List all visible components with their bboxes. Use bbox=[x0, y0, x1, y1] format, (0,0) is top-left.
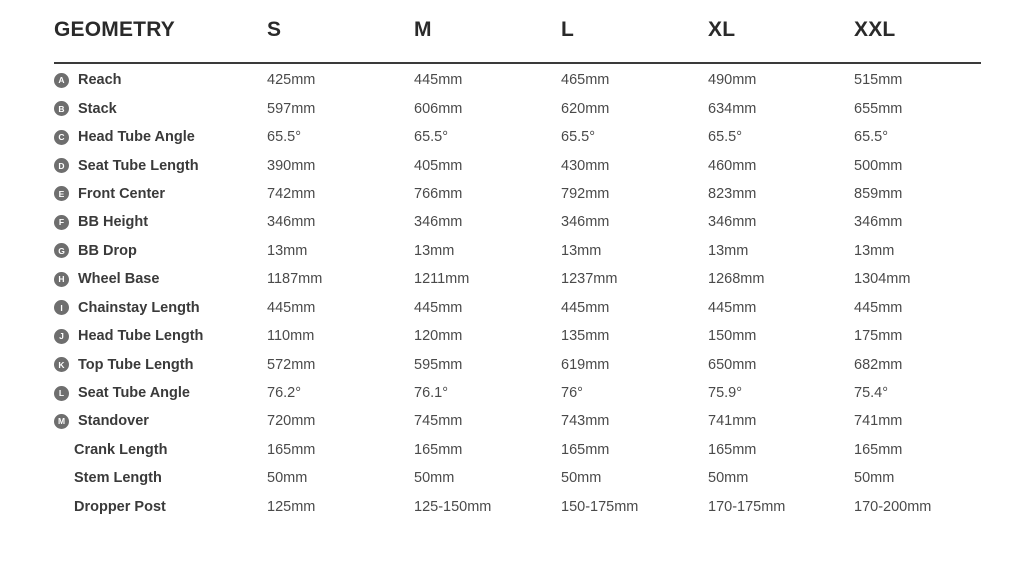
letter-badge-icon: J bbox=[54, 329, 69, 344]
row-label bbox=[54, 294, 200, 322]
value-cell: 50mm bbox=[854, 470, 895, 487]
value-cell: 620mm bbox=[561, 100, 610, 117]
table-row bbox=[54, 265, 981, 293]
value-cell: 125-150mm bbox=[414, 498, 492, 515]
row-label-text: BB Drop bbox=[78, 242, 137, 259]
value-cell: 1187mm bbox=[267, 271, 323, 288]
row-label-text: Seat Tube Length bbox=[78, 157, 199, 174]
value-cell: 859mm bbox=[854, 185, 903, 202]
value-cell: 170-175mm bbox=[708, 498, 786, 515]
value-cell: 50mm bbox=[414, 470, 455, 487]
size-header-m: M bbox=[414, 18, 432, 41]
row-label bbox=[54, 66, 122, 94]
row-label bbox=[54, 123, 195, 151]
row-label bbox=[54, 237, 137, 265]
value-cell: 682mm bbox=[854, 356, 903, 373]
row-label-text: Front Center bbox=[78, 185, 165, 202]
value-cell: 65.5° bbox=[561, 129, 596, 146]
letter-badge-icon: D bbox=[54, 158, 69, 173]
value-cell: 76° bbox=[561, 385, 583, 402]
value-cell: 65.5° bbox=[414, 129, 449, 146]
value-cell: 125mm bbox=[267, 498, 316, 515]
value-cell: 135mm bbox=[561, 328, 610, 345]
row-label bbox=[54, 151, 199, 179]
table-row bbox=[54, 350, 981, 378]
value-cell: 515mm bbox=[854, 72, 903, 89]
value-cell: 346mm bbox=[414, 214, 463, 231]
value-cell: 346mm bbox=[267, 214, 316, 231]
row-label-text: BB Height bbox=[78, 214, 149, 231]
table-row bbox=[54, 464, 981, 492]
value-cell: 823mm bbox=[708, 185, 757, 202]
value-cell: 445mm bbox=[414, 72, 463, 89]
table-header bbox=[54, 0, 981, 64]
value-cell: 50mm bbox=[708, 470, 749, 487]
value-cell: 75.4° bbox=[854, 385, 889, 402]
letter-badge-icon: E bbox=[54, 186, 69, 201]
value-cell: 1237mm bbox=[561, 271, 618, 288]
row-label-text: Stack bbox=[78, 100, 117, 117]
value-cell: 741mm bbox=[854, 413, 903, 430]
row-label-text: Crank Length bbox=[74, 441, 168, 458]
letter-badge-icon: H bbox=[54, 272, 69, 287]
row-label-text: Chainstay Length bbox=[78, 299, 200, 316]
value-cell: 76.2° bbox=[267, 385, 302, 402]
letter-badge-icon: L bbox=[54, 386, 69, 401]
row-label-text: Seat Tube Angle bbox=[78, 385, 190, 402]
row-label-text: Wheel Base bbox=[78, 271, 160, 288]
table-row bbox=[54, 66, 981, 94]
value-cell: 76.1° bbox=[414, 385, 449, 402]
row-label bbox=[54, 180, 165, 208]
value-cell: 65.5° bbox=[267, 129, 302, 146]
row-label bbox=[74, 436, 167, 464]
value-cell: 13mm bbox=[267, 242, 308, 259]
value-cell: 743mm bbox=[561, 413, 610, 430]
value-cell: 445mm bbox=[854, 299, 903, 316]
value-cell: 13mm bbox=[708, 242, 749, 259]
value-cell: 490mm bbox=[708, 72, 757, 89]
row-label-text: Standover bbox=[78, 413, 149, 430]
value-cell: 13mm bbox=[414, 242, 455, 259]
value-cell: 572mm bbox=[267, 356, 316, 373]
value-cell: 405mm bbox=[414, 157, 463, 174]
value-cell: 346mm bbox=[708, 214, 757, 231]
table-title: GEOMETRY bbox=[54, 18, 175, 41]
value-cell: 445mm bbox=[561, 299, 610, 316]
value-cell: 741mm bbox=[708, 413, 757, 430]
value-cell: 460mm bbox=[708, 157, 757, 174]
value-cell: 165mm bbox=[708, 441, 757, 458]
row-label-text: Reach bbox=[78, 72, 122, 89]
row-label bbox=[74, 464, 162, 492]
value-cell: 390mm bbox=[267, 157, 316, 174]
row-label bbox=[54, 94, 117, 122]
row-label bbox=[54, 322, 203, 350]
row-label bbox=[54, 265, 159, 293]
table-row bbox=[54, 407, 981, 435]
value-cell: 1304mm bbox=[854, 271, 911, 288]
row-label-text: Stem Length bbox=[74, 470, 162, 487]
value-cell: 150-175mm bbox=[561, 498, 639, 515]
size-header-xl: XL bbox=[708, 18, 736, 41]
value-cell: 150mm bbox=[708, 328, 757, 345]
table-row bbox=[54, 180, 981, 208]
value-cell: 13mm bbox=[561, 242, 602, 259]
value-cell: 445mm bbox=[414, 299, 463, 316]
value-cell: 165mm bbox=[414, 441, 463, 458]
geometry-table bbox=[54, 0, 981, 521]
value-cell: 120mm bbox=[414, 328, 463, 345]
value-cell: 430mm bbox=[561, 157, 610, 174]
value-cell: 50mm bbox=[561, 470, 602, 487]
value-cell: 745mm bbox=[414, 413, 463, 430]
value-cell: 13mm bbox=[854, 242, 895, 259]
table-row bbox=[54, 151, 981, 179]
value-cell: 425mm bbox=[267, 72, 316, 89]
value-cell: 170-200mm bbox=[854, 498, 932, 515]
letter-badge-icon: C bbox=[54, 130, 69, 145]
value-cell: 597mm bbox=[267, 100, 316, 117]
value-cell: 445mm bbox=[708, 299, 757, 316]
table-row bbox=[54, 493, 981, 521]
value-cell: 742mm bbox=[267, 185, 316, 202]
size-header-s: S bbox=[267, 18, 282, 41]
table-row bbox=[54, 123, 981, 151]
value-cell: 65.5° bbox=[708, 129, 743, 146]
row-label-text: Head Tube Length bbox=[78, 328, 204, 345]
value-cell: 50mm bbox=[267, 470, 308, 487]
row-label bbox=[54, 350, 193, 378]
value-cell: 165mm bbox=[267, 441, 316, 458]
table-row bbox=[54, 322, 981, 350]
value-cell: 720mm bbox=[267, 413, 316, 430]
value-cell: 766mm bbox=[414, 185, 463, 202]
value-cell: 110mm bbox=[267, 328, 315, 345]
value-cell: 619mm bbox=[561, 356, 610, 373]
row-label bbox=[54, 379, 190, 407]
row-label-text: Head Tube Angle bbox=[78, 129, 195, 146]
value-cell: 792mm bbox=[561, 185, 610, 202]
table-row bbox=[54, 208, 981, 236]
table-row bbox=[54, 94, 981, 122]
value-cell: 595mm bbox=[414, 356, 463, 373]
letter-badge-icon: B bbox=[54, 101, 69, 116]
value-cell: 75.9° bbox=[708, 385, 743, 402]
value-cell: 606mm bbox=[414, 100, 463, 117]
table-body bbox=[54, 66, 981, 521]
value-cell: 655mm bbox=[854, 100, 903, 117]
value-cell: 65.5° bbox=[854, 129, 889, 146]
size-header-l: L bbox=[561, 18, 575, 41]
value-cell: 175mm bbox=[854, 328, 903, 345]
value-cell: 500mm bbox=[854, 157, 903, 174]
row-label bbox=[54, 208, 148, 236]
value-cell: 346mm bbox=[854, 214, 903, 231]
letter-badge-icon: G bbox=[54, 243, 69, 258]
value-cell: 165mm bbox=[561, 441, 610, 458]
size-header-xxl: XXL bbox=[854, 18, 896, 41]
row-label-text: Top Tube Length bbox=[78, 356, 194, 373]
value-cell: 445mm bbox=[267, 299, 316, 316]
table-row bbox=[54, 237, 981, 265]
value-cell: 1268mm bbox=[708, 271, 765, 288]
table-row bbox=[54, 379, 981, 407]
letter-badge-icon: A bbox=[54, 73, 69, 88]
row-label bbox=[54, 407, 149, 435]
row-label bbox=[74, 493, 166, 521]
value-cell: 634mm bbox=[708, 100, 757, 117]
value-cell: 346mm bbox=[561, 214, 610, 231]
letter-badge-icon: K bbox=[54, 357, 69, 372]
value-cell: 650mm bbox=[708, 356, 757, 373]
table-row bbox=[54, 436, 981, 464]
row-label-text: Dropper Post bbox=[74, 498, 166, 515]
table-row bbox=[54, 294, 981, 322]
value-cell: 465mm bbox=[561, 72, 610, 89]
letter-badge-icon: I bbox=[54, 300, 69, 315]
value-cell: 165mm bbox=[854, 441, 903, 458]
letter-badge-icon: F bbox=[54, 215, 69, 230]
value-cell: 1211mm bbox=[414, 271, 470, 288]
letter-badge-icon: M bbox=[54, 414, 69, 429]
